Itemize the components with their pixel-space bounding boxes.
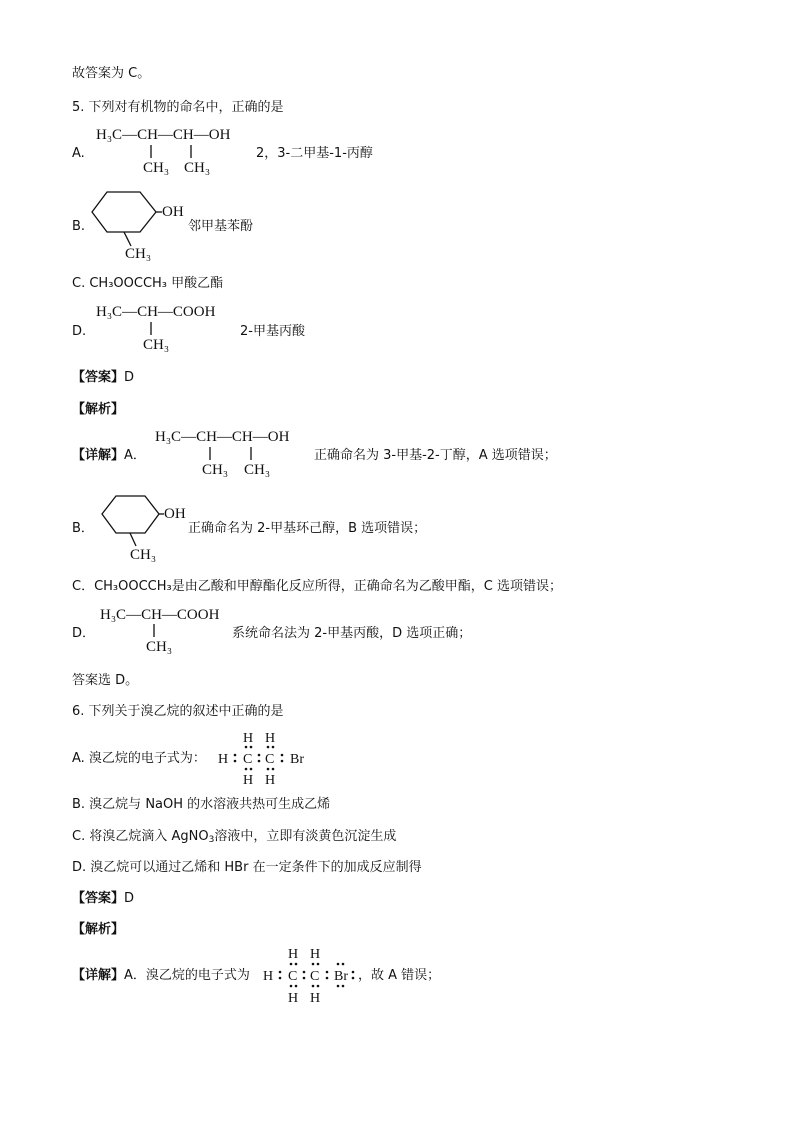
q5-option-d-name: 2-甲基丙酸 (240, 324, 305, 339)
electron-dot (317, 963, 320, 966)
q5-detail-d-methyl: CH₃ (146, 639, 173, 655)
h-atom: H (243, 773, 254, 788)
q5-detail-a-methyl-2: CH₃ (244, 462, 271, 478)
h-atom: H (310, 991, 321, 1006)
br-atom: Br (290, 752, 304, 767)
h-atom: H (263, 969, 274, 984)
q5-detail-a-text: 正确命名为 3-甲基-2-丁醇，A 选项错误； (314, 448, 557, 463)
h-atom: H (218, 752, 229, 767)
br-atom: Br (334, 969, 348, 984)
q5-stem: 5. 下列对有机物的命名中，正确的是 (72, 100, 284, 115)
electron-dot (312, 963, 315, 966)
q5-detail-b-methyl: CH₃ (130, 547, 157, 563)
electron-dot (303, 977, 306, 980)
q5-answer: D (124, 370, 135, 385)
electron-dot (352, 971, 355, 974)
h-atom: H (243, 731, 254, 746)
h-atom: H (310, 947, 321, 962)
c-atom: C (243, 752, 253, 767)
q5-option-c: C. CH₃OOCCH₃ 甲酸乙酯 (72, 276, 224, 291)
electron-dot (312, 985, 315, 988)
electron-dot (352, 977, 355, 980)
q5-a-methyl-1: CH₃ (143, 160, 170, 176)
q6-detail-tag: 【详解】 (72, 968, 125, 983)
q5-detail-a-methyl-1: CH₃ (202, 462, 229, 478)
q5-a-methyl-2: CH₃ (184, 160, 211, 176)
q5-detail-d-text: 系统命名法为 2-甲基丙酸，D 选项正确； (232, 626, 472, 641)
q6-detail-a-pre: A．溴乙烷的电子式为 (124, 968, 250, 983)
q6-answer-tag: 【答案】 (72, 891, 125, 906)
q5-detail-b-text: 正确命名为 2-甲基环己醇，B 选项错误； (188, 521, 427, 536)
electron-dot (317, 985, 320, 988)
q5-d-formula-main: H₃C—CH—COOH (96, 304, 216, 320)
electron-dot (295, 985, 298, 988)
c-atom: C (265, 752, 275, 767)
electron-dot (337, 985, 340, 988)
q5-detail-c-text: C．CH₃OOCCH₃是由乙酸和甲醇酯化反应所得，正确命名为乙酸甲酯，C 选项错误； (72, 579, 562, 594)
q5-detail-b-oh: OH (164, 506, 186, 522)
h-atom: H (265, 773, 276, 788)
electron-dot (342, 985, 345, 988)
electron-dot (326, 971, 329, 974)
q6-option-d: D. 溴乙烷可以通过乙烯和 HBr 在一定条件下的加成反应制得 (72, 860, 422, 875)
q5-detail-a-label: A． (124, 448, 146, 463)
h-atom: H (288, 991, 299, 1006)
electron-dot (326, 977, 329, 980)
electron-dot (279, 977, 282, 980)
q5-b-oh: OH (162, 204, 184, 220)
q5-a-formula-main: H₃C—CH—CH—OH (96, 127, 231, 143)
q6-analysis-tag: 【解析】 (72, 922, 125, 937)
electron-dot (279, 971, 282, 974)
q6-stem: 6. 下列关于溴乙烷的叙述中正确的是 (72, 704, 284, 719)
prev-answer: 故答案为 C。 (72, 66, 151, 81)
q5-b-methyl: CH₃ (125, 246, 152, 262)
c-atom: C (288, 969, 298, 984)
q5-detail-a-formula-main: H₃C—CH—CH—OH (155, 429, 290, 445)
electron-dot (295, 963, 298, 966)
q5-detail-b-label: B． (72, 521, 94, 536)
q5-option-a-name: 2，3-二甲基-1-丙醇 (256, 146, 373, 161)
q6-option-c-post: 溶液中，立即有淡黄色沉淀生成 (214, 829, 397, 844)
electron-dot (337, 963, 340, 966)
q5-detail-tag: 【详解】 (72, 448, 125, 463)
q5-answer-tag: 【答案】 (72, 370, 125, 385)
q5-d-methyl: CH₃ (143, 337, 170, 353)
c-atom: C (310, 969, 320, 984)
q5-option-b-name: 邻甲基苯酚 (188, 219, 254, 234)
q6-answer: D (124, 891, 135, 906)
electron-dot (290, 963, 293, 966)
q6-option-c-sub: 3 (208, 835, 215, 845)
q5-option-d-label: D. (72, 324, 87, 339)
h-atom: H (265, 731, 276, 746)
q5-conclusion: 答案选 D。 (72, 673, 139, 688)
q6-option-a: A. 溴乙烷的电子式为： (72, 751, 206, 766)
q5-option-b-label: B. (72, 219, 86, 234)
q6-option-b: B. 溴乙烷与 NaOH 的水溶液共热可生成乙烯 (72, 797, 331, 812)
q5-analysis-tag: 【解析】 (72, 402, 125, 417)
q6-option-c-pre: C. 将溴乙烷滴入 AgNO (72, 829, 209, 844)
q5-detail-d-label: D． (72, 626, 96, 641)
q5-detail-d-formula-main: H₃C—CH—COOH (100, 607, 220, 623)
q6-detail-a-post: ，故 A 错误； (358, 968, 441, 983)
electron-dot (303, 971, 306, 974)
h-atom: H (288, 947, 299, 962)
q5-option-a-label: A. (72, 146, 85, 161)
electron-dot (342, 963, 345, 966)
electron-dot (290, 985, 293, 988)
